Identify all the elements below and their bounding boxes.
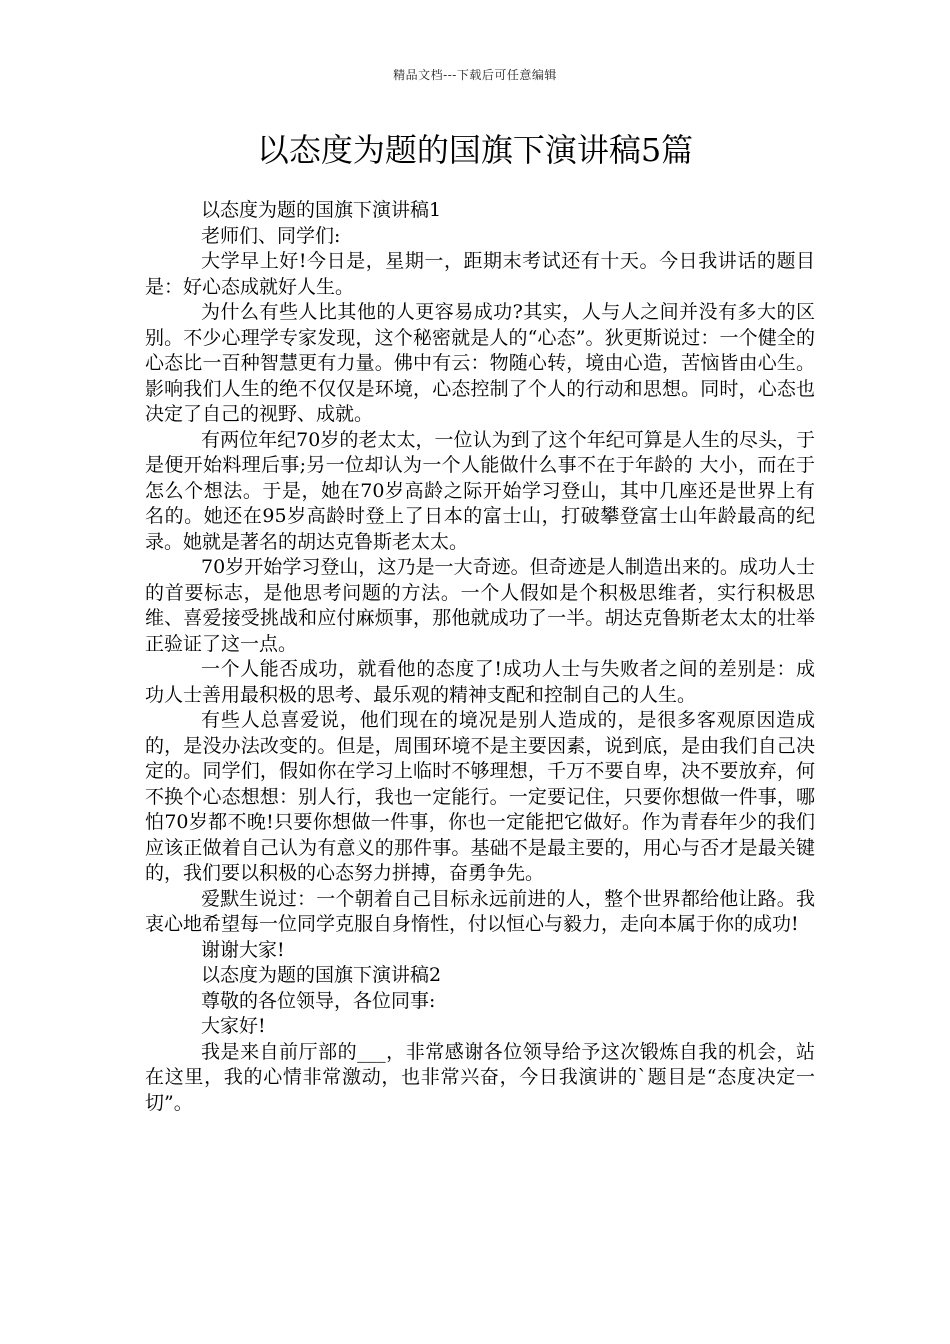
paragraph: 我是来自前厅部的___，非常感谢各位领导给予这次锻炼自我的机会，站在这里，我的心情非常激动，也非常兴奋，今日我演讲的`题目是“态度决定一切”。 bbox=[145, 1040, 815, 1114]
paragraph: 为什么有些人比其他的人更容易成功?其实，人与人之间并没有多大的区别。不少心理学专家发现，这个秘密就是人的“心态”。狄更斯说过：一个健全的心态比一百种智慧更有力量。佛中有云：物随心转，境由心造，苦恼皆由心生。影响我们人生的绝不仅仅是环境，心态控制了个人的行动和思想。同时，心态也决定了自己的视野、成就。 bbox=[145, 301, 815, 425]
section-heading-2: 以态度为题的国旗下演讲稿2 bbox=[201, 964, 442, 986]
header-note: 精品文档---下载后可任意编辑 bbox=[393, 68, 557, 82]
paragraph: 有两位年纪70岁的老太太，一位认为到了这个年纪可算是人生的尽头，于是便开始料理后事;另一位却认为一个人能做什么事不在于年龄的 大小，而在于怎么个想法。于是，她在70岁高龄之际开始学习登山，其中几座还是世界上有名的。她还在95岁高龄时登上了日本的富士山，打破攀登富士山年龄最高的纪录。她就是著名的胡达克鲁斯老太太。 bbox=[145, 428, 815, 553]
document-body bbox=[145, 198, 815, 1116]
paragraph: 爱默生说过：一个朝着自己目标永远前进的人，整个世界都给他让路。我衷心地希望每一位同学克服自身惰性，付以恒心与毅力，走向本属于你的成功! bbox=[145, 887, 815, 935]
paragraph: 有些人总喜爱说，他们现在的境况是别人造成的，是很多客观原因造成的，是没办法改变的。但是，周围环境不是主要因素，说到底，是由我们自己决定的。同学们，假如你在学习上临时不够理想，千万不要自卑，决不要放弃，何不换个心态想想：别人行，我也一定能行。一定要记住，只要你想做一件事，哪怕70岁都不晚!只要你想做一件事，你也一定能把它做好。作为青春年少的我们应该正做着自己认为有意义的那件事。基础不是最主要的，用心与否才是最关键的，我们要以积极的心态努力拼搏，奋勇争先。 bbox=[145, 709, 815, 884]
salutation: 尊敬的各位领导，各位同事: bbox=[201, 989, 436, 1012]
greeting: 大家好! bbox=[201, 1015, 266, 1037]
salutation: 老师们、同学们: bbox=[201, 224, 341, 247]
paragraph: 大学早上好!今日是，星期一，距期末考试还有十天。今日我讲话的题目是：好心态成就好人生。 bbox=[145, 250, 815, 298]
paragraph: 70岁开始学习登山，这乃是一大奇迹。但奇迹是人制造出来的。成功人士的首要标志，是他思考问题的方法。一个人假如是个积极思维者，实行积极思维、喜爱接受挑战和应付麻烦事，那他就成功了一半。胡达克鲁斯老太太的壮举正验证了这一点。 bbox=[145, 556, 815, 655]
document-title: 以态度为题的国旗下演讲稿5篇 bbox=[256, 131, 694, 169]
paragraph: 一个人能否成功，就看他的态度了!成功人士与失败者之间的差别是：成功人士善用最积极的思考、最乐观的精神支配和控制自己的人生。 bbox=[145, 658, 815, 706]
section-heading-1: 以态度为题的国旗下演讲稿1 bbox=[201, 199, 442, 221]
closing-line: 谢谢大家! bbox=[201, 938, 285, 961]
